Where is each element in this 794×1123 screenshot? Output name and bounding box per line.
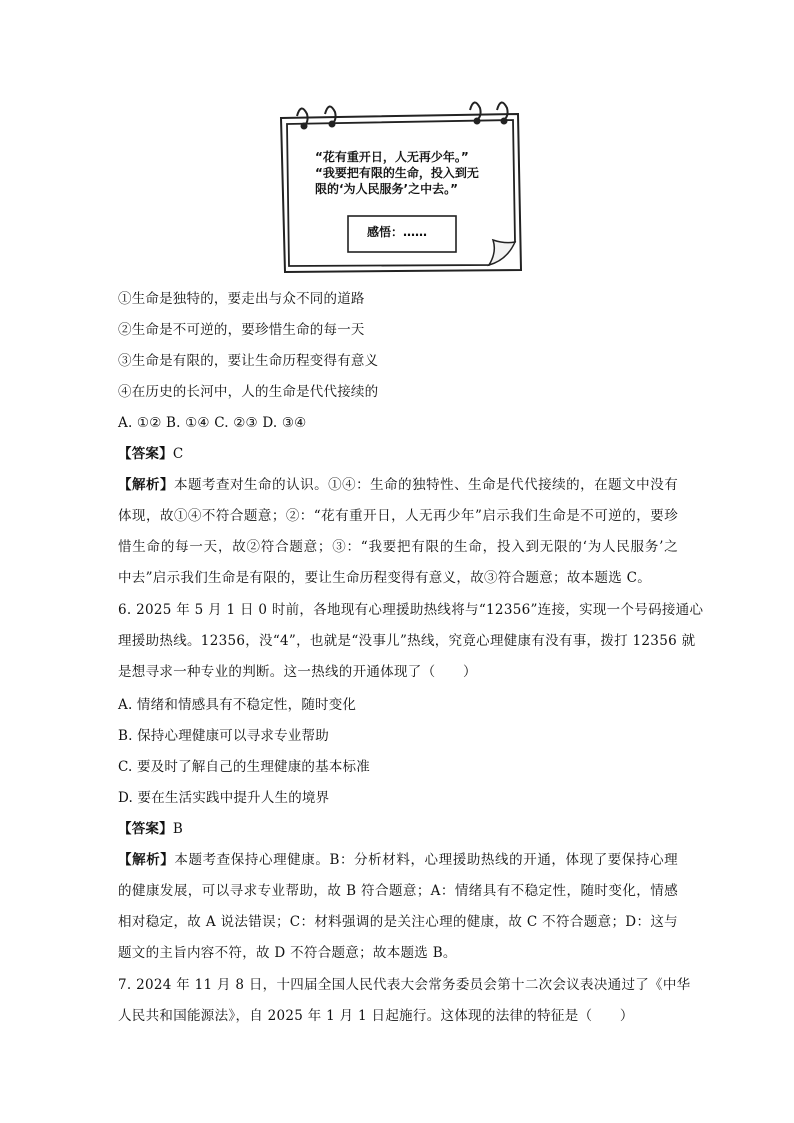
stem-line: 7. 2024 年 11 月 8 日，十四届全国人民代表大会常务委员会第十二次会议表决通过了《中华 [118, 977, 691, 993]
stem-line: 人民共和国能源法》，自 2025 年 1 月 1 日起施行。这体现的法律的特征是（ ） [118, 1008, 634, 1024]
q6-option-a: A. 情绪和情感具有不稳定性，随时变化 [118, 697, 357, 713]
quote-line: “我要把有限的生命，投入到无 [315, 166, 479, 180]
quote-line: 限的‘为人民服务’之中去。” [315, 182, 459, 196]
q5-option-2: ②生命是不可逆的，要珍惜生命的每一天 [118, 322, 365, 338]
stem-line: 理援助热线。12356，没“4”，也就是“没事儿”热线，究竟心理健康有没有事，拨打 12356 就 [118, 633, 696, 649]
analysis-line: 体现，故①④不符合题意；②：“花有重开日，人无再少年”启示我们生命是不可逆的，要珍 [118, 508, 678, 524]
answer-value: B [172, 821, 183, 837]
answer-tag: 【答案】 [118, 821, 173, 837]
analysis-line: 的健康发展，可以寻求专业帮助，故 B 符合题意；A：情绪具有不稳定性，随时变化，情感 [118, 883, 678, 899]
answer-value: C [172, 446, 184, 462]
q6-option-d: D. 要在生活实践中提升人生的境界 [118, 790, 330, 806]
analysis-line: 相对稳定，故 A 说法错误；C：材料强调的是关注心理的健康，故 C 不符合题意；D：这与 [118, 914, 678, 930]
q6-option-b: B. 保持心理健康可以寻求专业帮助 [118, 728, 329, 744]
q6-stem [118, 595, 704, 688]
analysis-line: 惜生命的每一天，故②符合题意；③：“我要把有限的生命，投入到无限的‘为人民服务’之 [118, 539, 678, 555]
q5-option-4: ④在历史的长河中，人的生命是代代接续的 [118, 384, 379, 400]
q5-option-3: ③生命是有限的，要让生命历程变得有意义 [118, 353, 379, 369]
stem-line: 是想寻求一种专业的判断。这一热线的开通体现了（ ） [118, 664, 477, 680]
calendar-illustration [275, 100, 525, 274]
analysis-tag: 【解析】 [118, 477, 175, 493]
analysis-line: 题文的主旨内容不符，故 D 不符合题意；故本题选 B。 [118, 945, 457, 961]
quote-text [315, 149, 505, 197]
q6-option-c: C. 要及时了解自己的生理健康的基本标准 [118, 759, 370, 775]
q5-choices: A. ①② B. ①④ C. ②③ D. ③④ [118, 415, 307, 431]
quote-line: “花有重开日，人无再少年。” [315, 150, 469, 164]
q6-answer [118, 819, 183, 839]
feeling-label: 感悟：…… [367, 225, 428, 239]
analysis-line: 中去”启示我们生命是有限的，要让生命历程变得有意义，故③符合题意；故本题选 C。 [118, 570, 652, 586]
analysis-line: 【解析】本题考查保持心理健康。B：分析材料，心理援助热线的开通，体现了要保持心理 [118, 852, 678, 868]
stem-line: 6. 2025 年 5 月 1 日 0 时前，各地现有心理援助热线将与“12356”连接，实现一个号码接通心 [118, 602, 704, 618]
analysis-tag: 【解析】 [118, 852, 175, 868]
answer-tag: 【答案】 [118, 446, 173, 462]
q5-analysis [118, 470, 678, 594]
q5-answer [118, 444, 183, 464]
q6-analysis [118, 845, 678, 969]
analysis-line: 【解析】本题考查对生命的认识。①④：生命的独特性、生命是代代接续的，在题文中没有 [118, 477, 678, 493]
q5-option-1: ①生命是独特的，要走出与众不同的道路 [118, 291, 365, 307]
q7-stem [118, 970, 691, 1032]
